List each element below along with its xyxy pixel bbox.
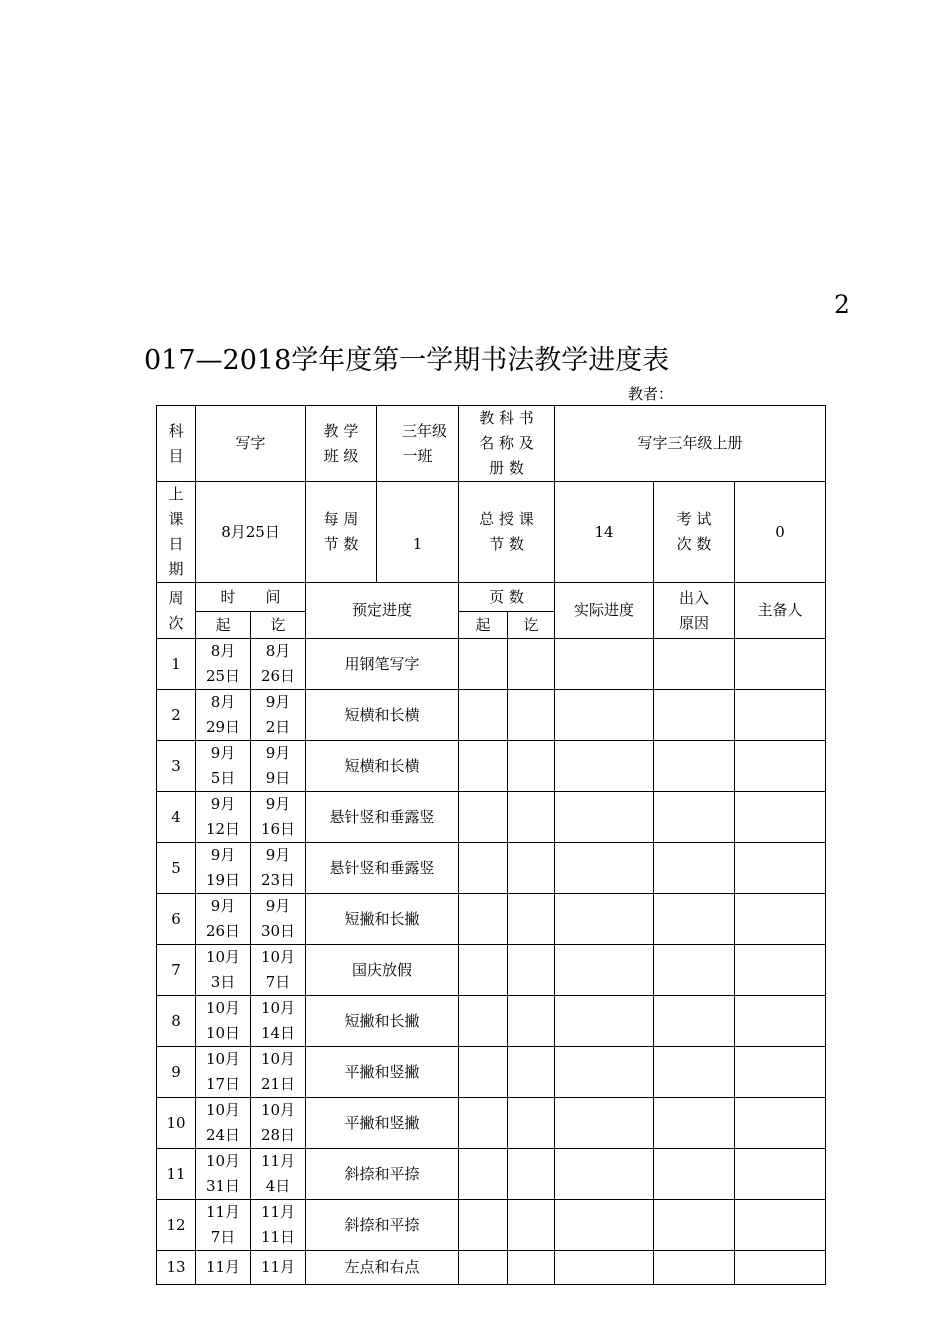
pages-end-cell (508, 996, 555, 1047)
planned-cell: 用钢笔写字 (306, 639, 459, 690)
planned-cell: 平撇和竖撇 (306, 1098, 459, 1149)
owner-cell (735, 1200, 826, 1251)
start-date-cell: 11月 7日 (196, 1200, 251, 1251)
table-row (157, 945, 826, 996)
end-date-cell: 10月 21日 (251, 1047, 306, 1098)
subject-label: 科 目 (157, 406, 196, 482)
week-header: 周 次 (157, 583, 196, 639)
actual-cell (555, 894, 654, 945)
weekly-lessons-label: 每 周 节 数 (306, 482, 377, 583)
pages-start-cell (459, 1098, 508, 1149)
owner-cell (735, 1251, 826, 1285)
start-date-cell: 8月 29日 (196, 690, 251, 741)
owner-cell (735, 792, 826, 843)
reason-cell (654, 690, 735, 741)
end-date-cell: 9月 16日 (251, 792, 306, 843)
table-row (157, 843, 826, 894)
end-date-cell: 10月 7日 (251, 945, 306, 996)
owner-cell (735, 945, 826, 996)
start-date-cell: 9月 26日 (196, 894, 251, 945)
planned-cell: 悬针竖和垂露竖 (306, 792, 459, 843)
actual-progress-header: 实际进度 (555, 583, 654, 639)
end-date-cell: 11月 (251, 1251, 306, 1285)
start-date-cell: 9月 5日 (196, 741, 251, 792)
owner-cell (735, 1098, 826, 1149)
end-date-cell: 9月 30日 (251, 894, 306, 945)
owner-cell (735, 894, 826, 945)
week-cell: 1 (157, 639, 196, 690)
pages-start-cell (459, 690, 508, 741)
start-date-cell: 9月 19日 (196, 843, 251, 894)
reason-cell (654, 741, 735, 792)
week-cell: 5 (157, 843, 196, 894)
planned-cell: 短横和长横 (306, 741, 459, 792)
class-label: 教 学 班 级 (306, 406, 377, 482)
pages-end-cell (508, 690, 555, 741)
start-date-cell: 8月 25日 (196, 639, 251, 690)
planned-cell: 斜捺和平捺 (306, 1200, 459, 1251)
week-cell: 13 (157, 1251, 196, 1285)
reason-cell (654, 792, 735, 843)
planned-cell: 短横和长横 (306, 690, 459, 741)
end-date-cell: 9月 9日 (251, 741, 306, 792)
schedule-table (156, 405, 826, 1285)
table-row (157, 792, 826, 843)
pages-start-cell (459, 843, 508, 894)
actual-cell (555, 1047, 654, 1098)
pages-end-cell (508, 1047, 555, 1098)
end-date-cell: 10月 28日 (251, 1098, 306, 1149)
planned-cell: 短撇和长撇 (306, 996, 459, 1047)
subject-value: 写字 (196, 406, 306, 482)
reason-cell (654, 996, 735, 1047)
week-cell: 9 (157, 1047, 196, 1098)
pages-end-cell (508, 945, 555, 996)
end-date-cell: 10月 14日 (251, 996, 306, 1047)
pages-end-cell (508, 843, 555, 894)
week-cell: 3 (157, 741, 196, 792)
planned-cell: 左点和右点 (306, 1251, 459, 1285)
start-date-value: 8月25日 (196, 482, 306, 583)
actual-cell (555, 1251, 654, 1285)
planned-cell: 短撇和长撇 (306, 894, 459, 945)
time-start-header: 起 (196, 612, 251, 639)
pages-header: 页 数 (459, 583, 555, 612)
pages-end-cell (508, 1200, 555, 1251)
reason-cell (654, 894, 735, 945)
end-date-cell: 8月 26日 (251, 639, 306, 690)
pages-start-cell (459, 1200, 508, 1251)
teacher-label: 教者： (628, 385, 674, 403)
pages-start-cell (459, 945, 508, 996)
table-row (157, 690, 826, 741)
pages-start-header: 起 (459, 612, 508, 639)
pages-start-cell (459, 741, 508, 792)
week-cell: 12 (157, 1200, 196, 1251)
reason-cell (654, 1047, 735, 1098)
pages-start-cell (459, 792, 508, 843)
actual-cell (555, 945, 654, 996)
actual-cell (555, 690, 654, 741)
exam-count-label: 考 试 次 数 (654, 482, 735, 583)
pages-start-cell (459, 894, 508, 945)
total-lessons-label: 总 授 课 节 数 (459, 482, 555, 583)
owner-cell (735, 741, 826, 792)
textbook-label: 教 科 书 名 称 及 册 数 (459, 406, 555, 482)
start-date-cell: 10月 17日 (196, 1047, 251, 1098)
actual-cell (555, 639, 654, 690)
planned-cell: 悬针竖和垂露竖 (306, 843, 459, 894)
pages-end-cell (508, 894, 555, 945)
start-date-cell: 10月 31日 (196, 1149, 251, 1200)
owner-cell (735, 843, 826, 894)
info-row-2 (157, 482, 826, 583)
table-row (157, 639, 826, 690)
pages-end-cell (508, 741, 555, 792)
table-row (157, 996, 826, 1047)
actual-cell (555, 1200, 654, 1251)
week-cell: 8 (157, 996, 196, 1047)
start-date-cell: 10月 24日 (196, 1098, 251, 1149)
start-date-cell: 10月 3日 (196, 945, 251, 996)
reason-cell (654, 945, 735, 996)
actual-cell (555, 741, 654, 792)
week-cell: 4 (157, 792, 196, 843)
pages-end-cell (508, 639, 555, 690)
column-header-row (157, 583, 826, 612)
time-end-header: 讫 (251, 612, 306, 639)
owner-cell (735, 690, 826, 741)
week-cell: 2 (157, 690, 196, 741)
pages-end-header: 讫 (508, 612, 555, 639)
planned-cell: 国庆放假 (306, 945, 459, 996)
table-row (157, 1047, 826, 1098)
table-row (157, 1098, 826, 1149)
info-row-1 (157, 406, 826, 482)
start-date-cell: 10月 10日 (196, 996, 251, 1047)
owner-cell (735, 996, 826, 1047)
time-header: 时 间 (196, 583, 306, 612)
actual-cell (555, 843, 654, 894)
exam-count-value: 0 (735, 482, 826, 583)
end-date-cell: 9月 23日 (251, 843, 306, 894)
reason-cell (654, 1200, 735, 1251)
pages-end-cell (508, 792, 555, 843)
table-row (157, 1251, 826, 1285)
class-value: 三年级 一班 (377, 406, 459, 482)
reason-cell (654, 639, 735, 690)
actual-cell (555, 1149, 654, 1200)
owner-cell (735, 1047, 826, 1098)
owner-header: 主备人 (735, 583, 826, 639)
planned-progress-header: 预定进度 (306, 583, 459, 639)
table-row (157, 1149, 826, 1200)
total-lessons-value: 14 (555, 482, 654, 583)
planned-cell: 斜捺和平捺 (306, 1149, 459, 1200)
owner-cell (735, 639, 826, 690)
actual-cell (555, 792, 654, 843)
pages-end-cell (508, 1098, 555, 1149)
pages-start-cell (459, 1149, 508, 1200)
end-date-cell: 11月 11日 (251, 1200, 306, 1251)
difference-reason-header: 出入 原因 (654, 583, 735, 639)
reason-cell (654, 843, 735, 894)
pages-start-cell (459, 996, 508, 1047)
reason-cell (654, 1149, 735, 1200)
start-date-label: 上 课 日 期 (157, 482, 196, 583)
planned-cell: 平撇和竖撇 (306, 1047, 459, 1098)
end-date-cell: 11月 4日 (251, 1149, 306, 1200)
week-cell: 10 (157, 1098, 196, 1149)
week-cell: 7 (157, 945, 196, 996)
reason-cell (654, 1251, 735, 1285)
actual-cell (555, 1098, 654, 1149)
owner-cell (735, 1149, 826, 1200)
pages-end-cell (508, 1251, 555, 1285)
table-row (157, 741, 826, 792)
weekly-lessons-value: 1 (377, 482, 459, 583)
end-date-cell: 9月 2日 (251, 690, 306, 741)
pages-start-cell (459, 1251, 508, 1285)
pages-end-cell (508, 1149, 555, 1200)
pages-start-cell (459, 639, 508, 690)
page-number: 2 (834, 290, 850, 319)
pages-start-cell (459, 1047, 508, 1098)
document-title: 017—2018学年度第一学期书法教学进度表 (144, 345, 670, 376)
start-date-cell: 11月 (196, 1251, 251, 1285)
table-row (157, 1200, 826, 1251)
actual-cell (555, 996, 654, 1047)
week-cell: 6 (157, 894, 196, 945)
reason-cell (654, 1098, 735, 1149)
start-date-cell: 9月 12日 (196, 792, 251, 843)
textbook-value: 写字三年级上册 (555, 406, 826, 482)
table-row (157, 894, 826, 945)
week-cell: 11 (157, 1149, 196, 1200)
